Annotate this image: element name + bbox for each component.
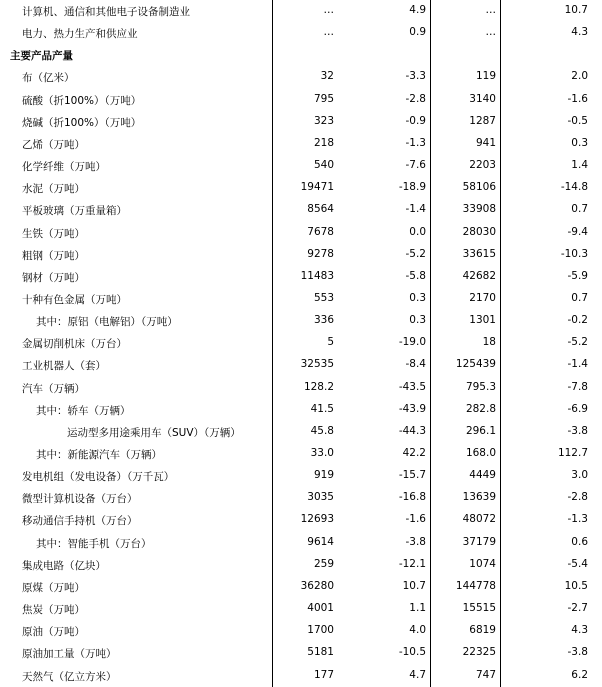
cumulative-value: 6819: [469, 624, 496, 637]
row-label: 其中：新能源汽车（万辆）: [36, 449, 162, 461]
table-row: [0, 465, 602, 487]
row-label: 水泥（万吨）: [22, 183, 85, 196]
month-growth: 0.3: [409, 291, 426, 304]
month-value: 32535: [300, 358, 334, 371]
table-row: [0, 89, 602, 111]
cumulative-value: 747: [475, 668, 496, 681]
cumulative-value: 296.1: [465, 424, 496, 437]
cumulative-growth: -5.2: [567, 336, 588, 349]
cumulative-growth: -3.8: [567, 424, 588, 437]
table-row: [0, 133, 602, 155]
table-row: [0, 332, 602, 354]
month-growth: -10.5: [398, 646, 426, 659]
month-value: 540: [313, 159, 334, 172]
section-header-row: [0, 44, 602, 66]
month-value: 45.8: [310, 424, 334, 437]
table-row: [0, 399, 602, 421]
table-row: [0, 155, 602, 177]
month-value: …: [323, 4, 334, 16]
cumulative-value: 13639: [462, 491, 496, 504]
cumulative-value: 795.3: [465, 380, 496, 393]
cumulative-growth: 0.7: [571, 203, 588, 216]
section-title: 主要产品产量: [10, 50, 73, 63]
row-label: 运动型多用途乘用车（SUV）（万辆）: [67, 426, 241, 439]
row-label: 乙烯（万吨）: [22, 138, 85, 151]
month-value: 12693: [300, 513, 334, 526]
month-growth: 42.2: [402, 447, 426, 459]
table-row: [0, 642, 602, 664]
row-label: 焦炭（万吨）: [22, 604, 85, 617]
month-value: 128.2: [303, 380, 334, 393]
month-value: 33.0: [310, 447, 334, 459]
cumulative-value: 282.8: [465, 402, 496, 415]
month-value: 553: [313, 291, 334, 304]
month-growth: 0.3: [409, 314, 426, 327]
month-growth: -1.4: [405, 203, 426, 216]
month-value: …: [323, 26, 334, 39]
cumulative-growth: 0.3: [571, 136, 588, 149]
cumulative-value: 1074: [469, 557, 496, 570]
table-row: [0, 111, 602, 133]
cumulative-value: 18: [482, 336, 496, 349]
month-growth: -3.8: [405, 535, 426, 548]
month-value: 19471: [300, 181, 334, 194]
cumulative-value: …: [485, 4, 496, 16]
cumulative-value: 144778: [455, 579, 496, 592]
month-growth: 4.0: [409, 624, 426, 637]
cumulative-value: 42682: [462, 269, 496, 282]
table-row: [0, 487, 602, 509]
month-value: 3035: [307, 491, 334, 504]
cumulative-growth: -5.9: [567, 269, 588, 282]
row-label: 微型计算机设备（万台）: [22, 493, 138, 506]
cumulative-value: …: [485, 26, 496, 39]
month-value: 5181: [307, 646, 334, 659]
cumulative-growth: 0.6: [571, 535, 588, 548]
table-row: [0, 532, 602, 554]
month-growth: -0.9: [405, 114, 426, 127]
row-label: 原油（万吨）: [22, 626, 85, 639]
month-growth: -18.9: [398, 181, 426, 194]
cumulative-growth: 6.2: [571, 668, 588, 681]
row-label: 平板玻璃（万重量箱）: [22, 205, 127, 218]
cumulative-value: 1287: [469, 114, 496, 127]
month-growth: -1.3: [405, 136, 426, 149]
row-label: 电力、热力生产和供应业: [22, 28, 138, 41]
cumulative-growth: 0.7: [571, 291, 588, 304]
table-row: [0, 554, 602, 576]
row-label: 天然气（亿立方米）: [22, 670, 117, 683]
month-value: 919: [313, 469, 334, 482]
table-row: [0, 310, 602, 332]
table-row: [0, 354, 602, 376]
row-label: 金属切削机床（万台）: [22, 338, 127, 351]
month-value: 218: [313, 136, 334, 149]
table-row: [0, 620, 602, 642]
cumulative-value: 22325: [462, 646, 496, 659]
cumulative-value: 33908: [462, 203, 496, 216]
cumulative-value: 58106: [462, 181, 496, 194]
cumulative-growth: -6.9: [567, 402, 588, 415]
row-label: 其中：原铝（电解铝）（万吨）: [36, 316, 178, 329]
cumulative-growth: -7.8: [567, 380, 588, 393]
table-row: [0, 222, 602, 244]
table-row: [0, 509, 602, 531]
cumulative-growth: -1.3: [567, 513, 588, 526]
month-growth: -44.3: [398, 424, 426, 437]
cumulative-value: 2203: [469, 159, 496, 172]
table-row: [0, 0, 602, 22]
cumulative-growth: -3.8: [567, 646, 588, 659]
table-row: [0, 199, 602, 221]
month-value: 4001: [307, 602, 334, 615]
cumulative-growth: 10.7: [564, 4, 588, 16]
month-growth: -1.6: [405, 513, 426, 526]
cumulative-value: 168.0: [465, 447, 496, 459]
row-label: 工业机器人（套）: [22, 360, 106, 373]
cumulative-growth: 4.3: [571, 624, 588, 637]
table-row: [0, 288, 602, 310]
cumulative-growth: -0.5: [567, 114, 588, 127]
row-label: 汽车（万辆）: [22, 382, 85, 395]
month-value: 5: [327, 336, 334, 349]
table-row: [0, 421, 602, 443]
cumulative-growth: 3.0: [571, 469, 588, 482]
table-row: [0, 177, 602, 199]
month-value: 32: [320, 70, 334, 83]
row-label: 集成电路（亿块）: [22, 559, 106, 572]
month-value: 795: [313, 92, 334, 105]
month-value: 36280: [300, 579, 334, 592]
cumulative-value: 33615: [462, 247, 496, 260]
cumulative-growth: -2.7: [567, 602, 588, 615]
month-value: 336: [313, 314, 334, 327]
cumulative-value: 28030: [462, 225, 496, 238]
month-growth: -2.8: [405, 92, 426, 105]
cumulative-value: 941: [475, 136, 496, 149]
month-growth: -43.5: [398, 380, 426, 393]
month-value: 259: [313, 557, 334, 570]
row-label: 钢材（万吨）: [22, 271, 85, 284]
month-growth: 0.0: [409, 225, 426, 238]
row-label: 移动通信手持机（万台）: [22, 515, 138, 528]
cumulative-value: 125439: [455, 358, 496, 371]
month-value: 9614: [307, 535, 334, 548]
table-row: [0, 665, 602, 687]
row-label: 原煤（万吨）: [22, 581, 85, 594]
month-growth: -16.8: [398, 491, 426, 504]
table-row: [0, 598, 602, 620]
row-label: 发电机组（发电设备）（万千瓦）: [22, 471, 175, 484]
cumulative-growth: -1.6: [567, 92, 588, 105]
month-growth: -19.0: [398, 336, 426, 349]
month-growth: -43.9: [398, 402, 426, 415]
month-growth: -5.2: [405, 247, 426, 260]
month-value: 41.5: [310, 402, 334, 415]
month-growth: 1.1: [409, 602, 426, 615]
month-value: 8564: [307, 203, 334, 216]
cumulative-value: 119: [475, 70, 496, 83]
month-growth: -5.8: [405, 269, 426, 282]
cumulative-growth: -14.8: [560, 181, 588, 194]
cumulative-growth: -2.8: [567, 491, 588, 504]
row-label: 其中：智能手机（万台）: [36, 537, 152, 550]
month-growth: 4.9: [409, 4, 426, 16]
month-growth: -7.6: [405, 159, 426, 172]
table-row: [0, 443, 602, 465]
month-growth: -12.1: [398, 557, 426, 570]
cumulative-value: 3140: [469, 92, 496, 105]
cumulative-value: 4449: [469, 469, 496, 482]
cumulative-growth: -10.3: [560, 247, 588, 260]
month-value: 7678: [307, 225, 334, 238]
cumulative-value: 2170: [469, 291, 496, 304]
cumulative-growth: -0.2: [567, 314, 588, 327]
month-value: 1700: [307, 624, 334, 637]
row-label: 其中：轿车（万辆）: [36, 404, 131, 417]
table-row: [0, 377, 602, 399]
month-value: 9278: [307, 247, 334, 260]
cumulative-growth: -9.4: [567, 225, 588, 238]
cumulative-growth: 4.3: [571, 26, 588, 39]
row-label: 计算机、通信和其他电子设备制造业: [22, 6, 190, 18]
month-growth: -15.7: [398, 469, 426, 482]
month-value: 177: [313, 668, 334, 681]
row-label: 化学纤维（万吨）: [22, 161, 106, 174]
table-row: [0, 576, 602, 598]
month-value: 323: [313, 114, 334, 127]
cumulative-growth: 112.7: [557, 447, 588, 459]
month-growth: 10.7: [402, 579, 426, 592]
cumulative-value: 1301: [469, 314, 496, 327]
row-label: 生铁（万吨）: [22, 227, 85, 240]
table-row: [0, 244, 602, 266]
month-value: 11483: [300, 269, 334, 282]
table-row: [0, 266, 602, 288]
month-growth: 0.9: [409, 26, 426, 39]
cumulative-value: 37179: [462, 535, 496, 548]
cumulative-value: 15515: [462, 602, 496, 615]
table-row: [0, 66, 602, 88]
row-label: 硫酸（折100%）（万吨）: [22, 94, 142, 107]
cumulative-value: 48072: [462, 513, 496, 526]
cumulative-growth: -5.4: [567, 557, 588, 570]
row-label: 原油加工量（万吨）: [22, 648, 117, 661]
cumulative-growth: 1.4: [571, 159, 588, 172]
month-growth: -3.3: [405, 70, 426, 83]
cumulative-growth: 2.0: [571, 70, 588, 83]
table-row: [0, 22, 602, 44]
row-label: 十种有色金属（万吨）: [22, 293, 127, 306]
row-label: 粗钢（万吨）: [22, 249, 85, 262]
row-label: 布（亿米）: [22, 72, 75, 85]
cumulative-growth: -1.4: [567, 358, 588, 371]
row-label: 烧碱（折100%）（万吨）: [22, 116, 142, 129]
month-growth: -8.4: [405, 358, 426, 371]
month-growth: 4.7: [409, 668, 426, 681]
cumulative-growth: 10.5: [564, 579, 588, 592]
